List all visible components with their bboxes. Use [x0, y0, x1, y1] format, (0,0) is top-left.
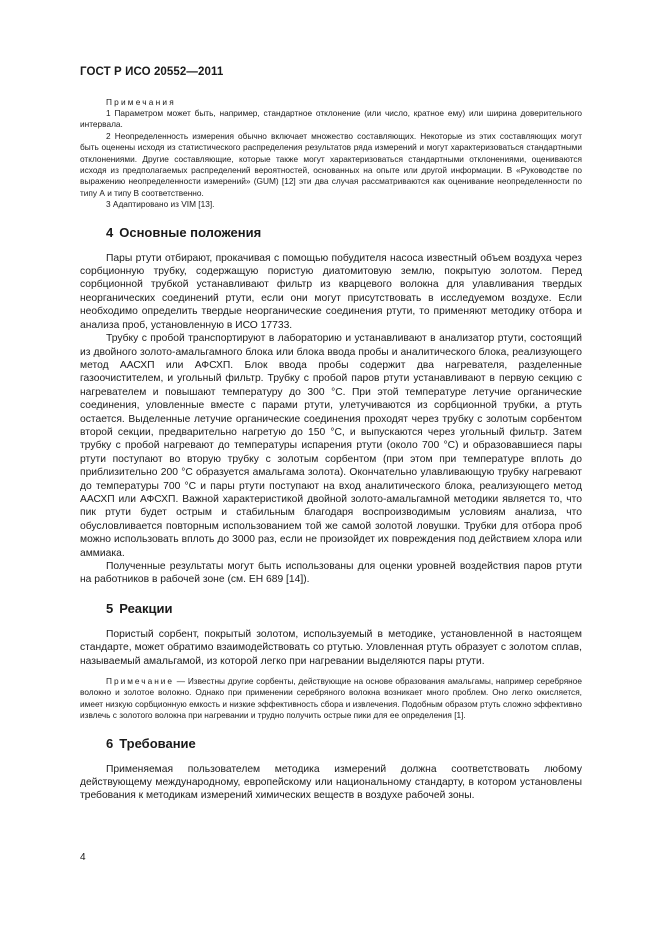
note-item-2: 2 Неопределенность измерения обычно включает множество составляющих. Некоторые из этих составляющих могут быть оценены исходя из статистического распределения результатов ряда измерений и могут характеризоваться стандартными отклонениями. Другие составляющие, которые также могут характеризоваться стандартными отклонениями, оцениваются исходя из предполагаемых распределений вероятностей, основанных на опыте или другой информации. В «Руководстве по выражению неопределенности измерений» (GUM) [12] эти два случая рассматриваются как оценивание неопределенности по типу А и типу В соответственно. [80, 130, 582, 198]
section-6-title: Требование [119, 735, 196, 751]
section-5-heading [106, 601, 582, 616]
section-6-heading [106, 736, 582, 751]
note-item-1: 1 Параметром может быть, например, стандартное отклонение (или число, кратное ему) или ширина доверительного интервала. [80, 108, 582, 130]
section-5-note [80, 676, 582, 722]
section-4-paragraph-1: Пары ртути отбирают, прокачивая с помощью побудителя насоса известный объем воздуха через сорбционную трубку, содержащую пористую диатомитовую землю, покрытую золотом. Перед сорбционной трубкой устанавливают фильтр из кварцевого волокна для улавливания твердых неорганических соединений ртути, если они могут присутствовать в исследуемом воздухе. Если необходимо определить твердые неорганические соединения ртути, то применяют методику отбора и анализа проб, установленную в ИСО 17733. [80, 252, 582, 331]
section-5-note-text: — Известны другие сорбенты, действующие на основе образования амальгамы, например серебряное волокно и золотое волокно. Однако при применении серебряного волокна возникает много проблем. Оно легко окисляется, имеет низкую сорбционную емкость и низкие эффективность сбора и извлечения. Подобным образом ртуть сложно эффективно извлечь с золотого волокна при нагревании и трудно получить острые пики для ее определения [1]. [80, 676, 582, 721]
section-4-heading [106, 225, 582, 240]
section-4-paragraph-2: Трубку с пробой транспортируют в лабораторию и устанавливают в анализатор ртути, состоящий из двойного золото-амальгамного блока или блока ввода пробы и аналитического блока, реализующего метод ААСХП или АФСХП. Блок ввода пробы содержит два нагревателя, разделенные газоочистителем, и угольный фильтр. Трубку с пробой паров ртути устанавливают в первую секцию с нагревателем и повышают температуру до 300 °С. При этой температуре летучие органические соединения, уловленные вместе с парами ртути, улетучиваются из сорбционной трубки, а ртуть остается. Выделенные летучие органические соединения проходят через трубку с золотым сорбентом второй секции, предварительно нагретую до 150 °С, и выпускаются через угольный фильтр. Затем трубку с пробой нагревают до температуры испарения ртути (около 700 °С) и образовавшиеся пары ртути поступают во вторую трубку с золотым сорбентом (при этом при температуре вплоть до приблизительно 200 °С образуется амальгама золота). Окончательно улавливающую трубку нагревают до температуры 700 °С и пары ртути поступают на вход аналитического блока, реализующего метод ААСХП или АФСХП. Важной характеристикой двойной золото-амальгамной методики является то, что пик ртути будет острым и стабильным благодаря воспроизводимым условиям анализа, что обусловливается повторным использованием той же самой золотой ловушки. Трубки для отбора проб можно использовать вплоть до 3000 раз, если не произойдет их повреждения под действием хлора или аммиака. [80, 333, 582, 559]
section-5-note-lead: Примечание [106, 676, 175, 687]
page-number: 4 [80, 852, 86, 863]
section-5-number: 5 [106, 600, 114, 616]
section-5-title: Реакции [119, 600, 173, 616]
section-6-paragraph: Применяемая пользователем методика измерений должна соответствовать любому действующему международному, европейскому или национальному стандарту, в котором установлены требования к методикам измерений химических веществ в воздухе рабочей зоны. [80, 763, 582, 802]
notes-title: Примечания [106, 97, 176, 107]
section-4-title: Основные положения [119, 224, 262, 240]
section-4-number: 4 [106, 224, 114, 240]
note-item-3: 3 Адаптировано из VIM [13]. [106, 199, 215, 210]
section-6-number: 6 [106, 735, 114, 751]
section-4-paragraph-3: Полученные результаты могут быть использованы для оценки уровней воздействия паров ртути на работников в рабочей зоне (см. ЕН 689 [14]). [80, 561, 582, 586]
page-content [80, 96, 582, 803]
document-header: ГОСТ Р ИСО 20552—2011 [80, 66, 224, 78]
section-5-paragraph: Пористый сорбент, покрытый золотом, используемый в методике, установленной в настоящем стандарте, может обратимо взаимодействовать со ртутью. Уловленная ртуть образует с золотом сплав, называемый амальгамой, из которой легко при нагревании выделяются пары ртути. [80, 628, 582, 667]
